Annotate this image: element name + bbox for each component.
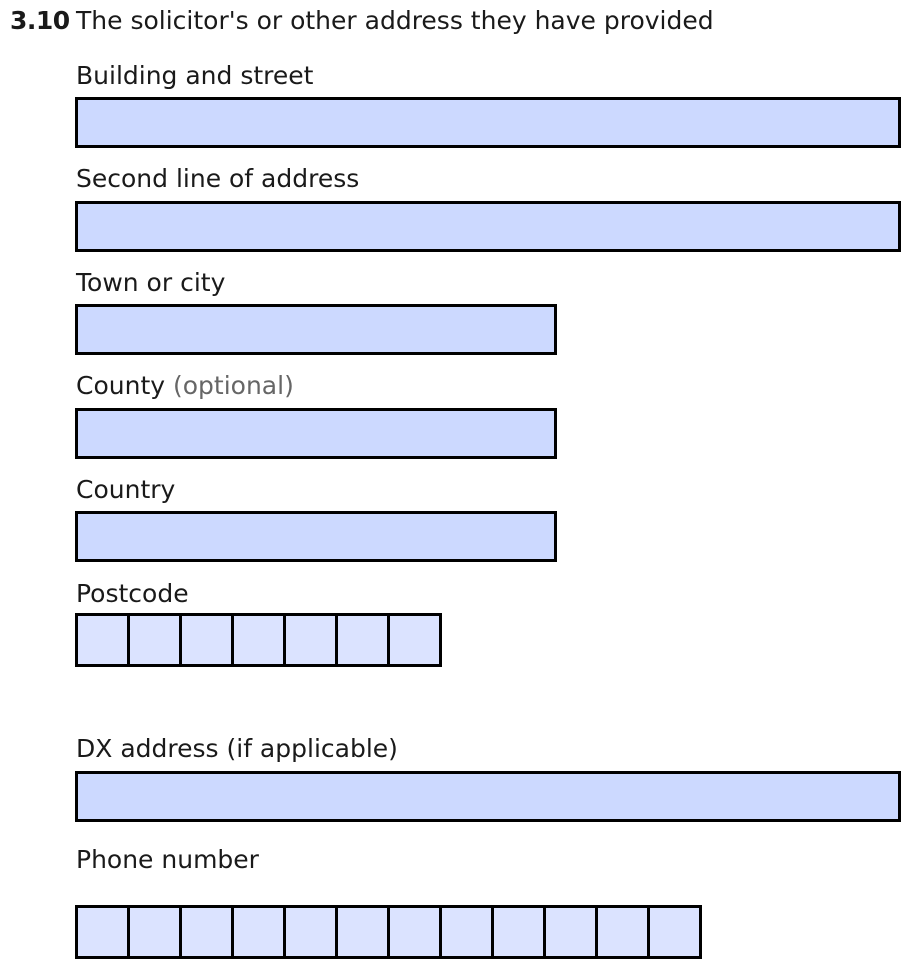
country-label: Country <box>76 475 176 504</box>
postcode-cell[interactable] <box>78 616 130 664</box>
country-input[interactable] <box>75 511 557 562</box>
question-number: 3.10 <box>10 6 70 35</box>
phone-number-cell[interactable] <box>338 908 390 956</box>
phone-number-cell[interactable] <box>234 908 286 956</box>
building-street-input[interactable] <box>75 97 901 148</box>
phone-number-cell[interactable] <box>546 908 598 956</box>
postcode-cell[interactable] <box>234 616 286 664</box>
phone-number-cell[interactable] <box>78 908 130 956</box>
phone-number-grid <box>75 905 702 959</box>
question-title: The solicitor's or other address they have provided <box>76 6 714 35</box>
postcode-label: Postcode <box>76 579 189 608</box>
second-line-label: Second line of address <box>76 164 360 193</box>
postcode-grid <box>75 613 442 667</box>
postcode-cell[interactable] <box>338 616 390 664</box>
phone-number-cell[interactable] <box>390 908 442 956</box>
phone-number-cell[interactable] <box>442 908 494 956</box>
dx-address-label: DX address (if applicable) <box>76 734 398 763</box>
phone-number-cell[interactable] <box>286 908 338 956</box>
phone-number-cell[interactable] <box>130 908 182 956</box>
postcode-cell[interactable] <box>130 616 182 664</box>
town-city-label: Town or city <box>76 268 226 297</box>
building-street-label: Building and street <box>76 61 314 90</box>
phone-number-cell[interactable] <box>182 908 234 956</box>
second-line-input[interactable] <box>75 201 901 252</box>
county-label: County <box>76 371 166 400</box>
postcode-cell[interactable] <box>390 616 442 664</box>
dx-address-input[interactable] <box>75 771 901 822</box>
county-optional-hint: (optional) <box>173 371 294 400</box>
phone-number-label: Phone number <box>76 845 259 874</box>
phone-number-cell[interactable] <box>598 908 650 956</box>
postcode-cell[interactable] <box>286 616 338 664</box>
county-label-row <box>76 369 294 403</box>
phone-number-cell[interactable] <box>650 908 702 956</box>
town-city-input[interactable] <box>75 304 557 355</box>
phone-number-cell[interactable] <box>494 908 546 956</box>
postcode-cell[interactable] <box>182 616 234 664</box>
county-input[interactable] <box>75 408 557 459</box>
